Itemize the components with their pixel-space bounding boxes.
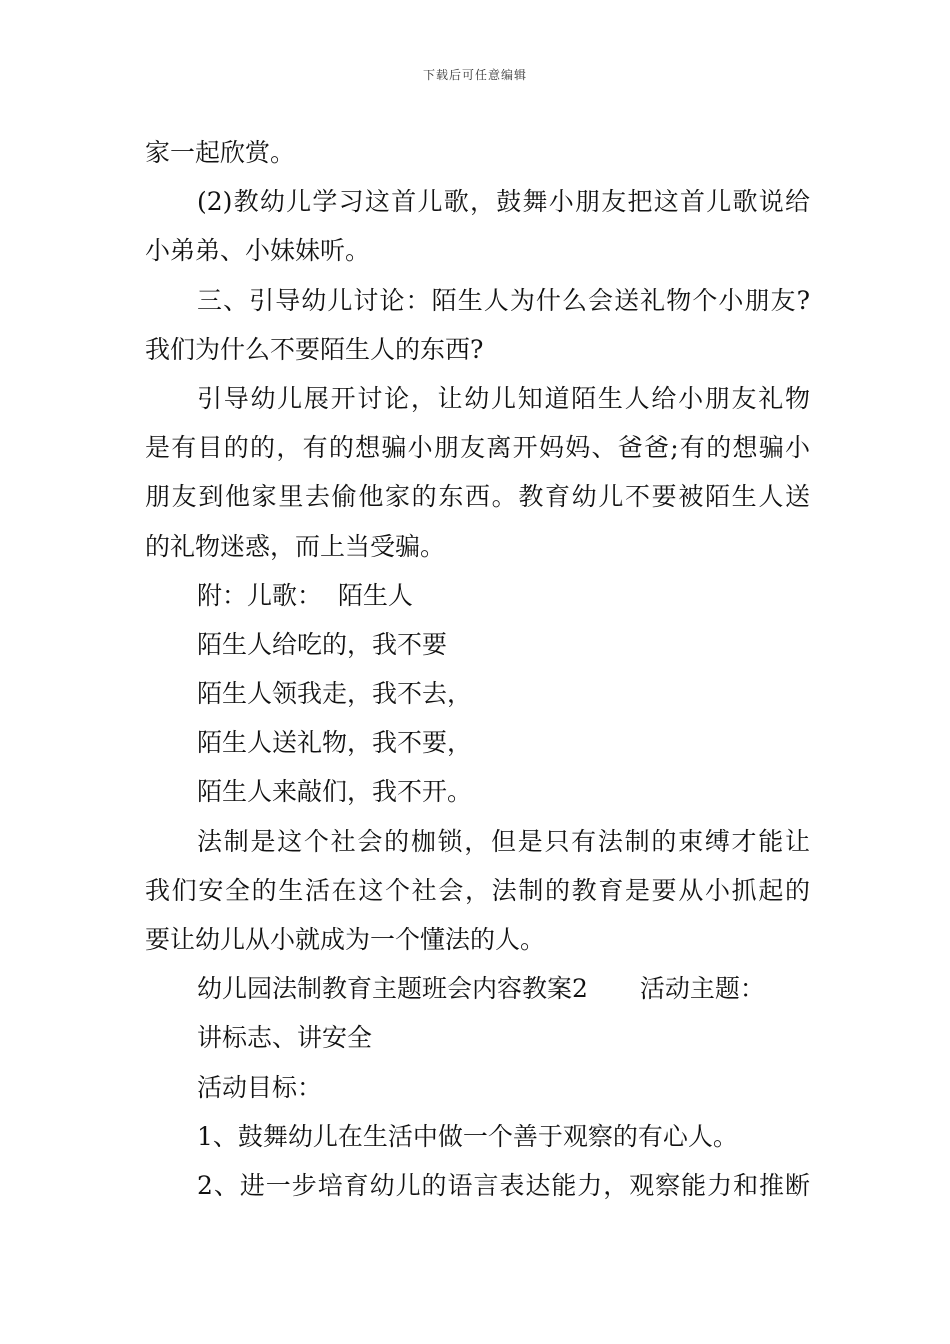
list-item: 1、鼓舞幼儿在生活中做一个善于观察的有心人。	[197, 1121, 738, 1151]
document-body	[145, 128, 810, 1210]
list-item: 2、进一步培育幼儿的语言表达能力，观察能力和推断	[197, 1170, 810, 1200]
text-line: (2)教幼儿学习这首儿歌，鼓舞小朋友把这首儿歌说给	[197, 187, 810, 217]
text-line: 是有目的的，有的想骗小朋友离开妈妈、爸爸;有的想骗小	[145, 433, 810, 463]
text-line: 小弟弟、小妹妹听。	[145, 236, 371, 266]
text-line: 我们安全的生活在这个社会，法制的教育是要从小抓起的	[145, 875, 810, 905]
text-line: 法制是这个社会的枷锁，但是只有法制的束缚才能让	[197, 826, 810, 856]
text-line: 要让幼儿从小就成为一个懂法的人。	[145, 925, 546, 954]
poem-line: 陌生人领我走，我不去，	[197, 679, 473, 709]
section-title: 幼儿园法制教育主题班会内容教案2	[197, 974, 588, 1004]
text-line: 活动目标：	[197, 1072, 323, 1102]
poem-line: 陌生人给吃的，我不要	[197, 629, 448, 659]
poem-line: 陌生人送礼物，我不要，	[197, 728, 473, 758]
text-line: 讲标志、讲安全	[197, 1023, 373, 1053]
text-line: 三、引导幼儿讨论：陌生人为什么会送礼物个小朋友?	[197, 285, 810, 315]
text-line: 家一起欣赏。	[145, 138, 296, 167]
poem-line: 陌生人来敲们，我不开。	[197, 777, 473, 807]
text-line: 我们为什么不要陌生人的东西?	[145, 334, 484, 364]
activity-theme-label: 活动主题：	[639, 974, 765, 1004]
page-header-note: 下载后可任意编辑	[422, 68, 527, 82]
text-line: 的礼物迷惑，而上当受骗。	[145, 531, 446, 561]
section-title-line	[145, 964, 810, 1013]
text-line: 附：儿歌： 陌生人	[197, 580, 413, 610]
text-line: 朋友到他家里去偷他家的东西。教育幼儿不要被陌生人送	[145, 482, 810, 512]
text-line: 引导幼儿展开讨论，让幼儿知道陌生人给小朋友礼物	[197, 383, 810, 413]
